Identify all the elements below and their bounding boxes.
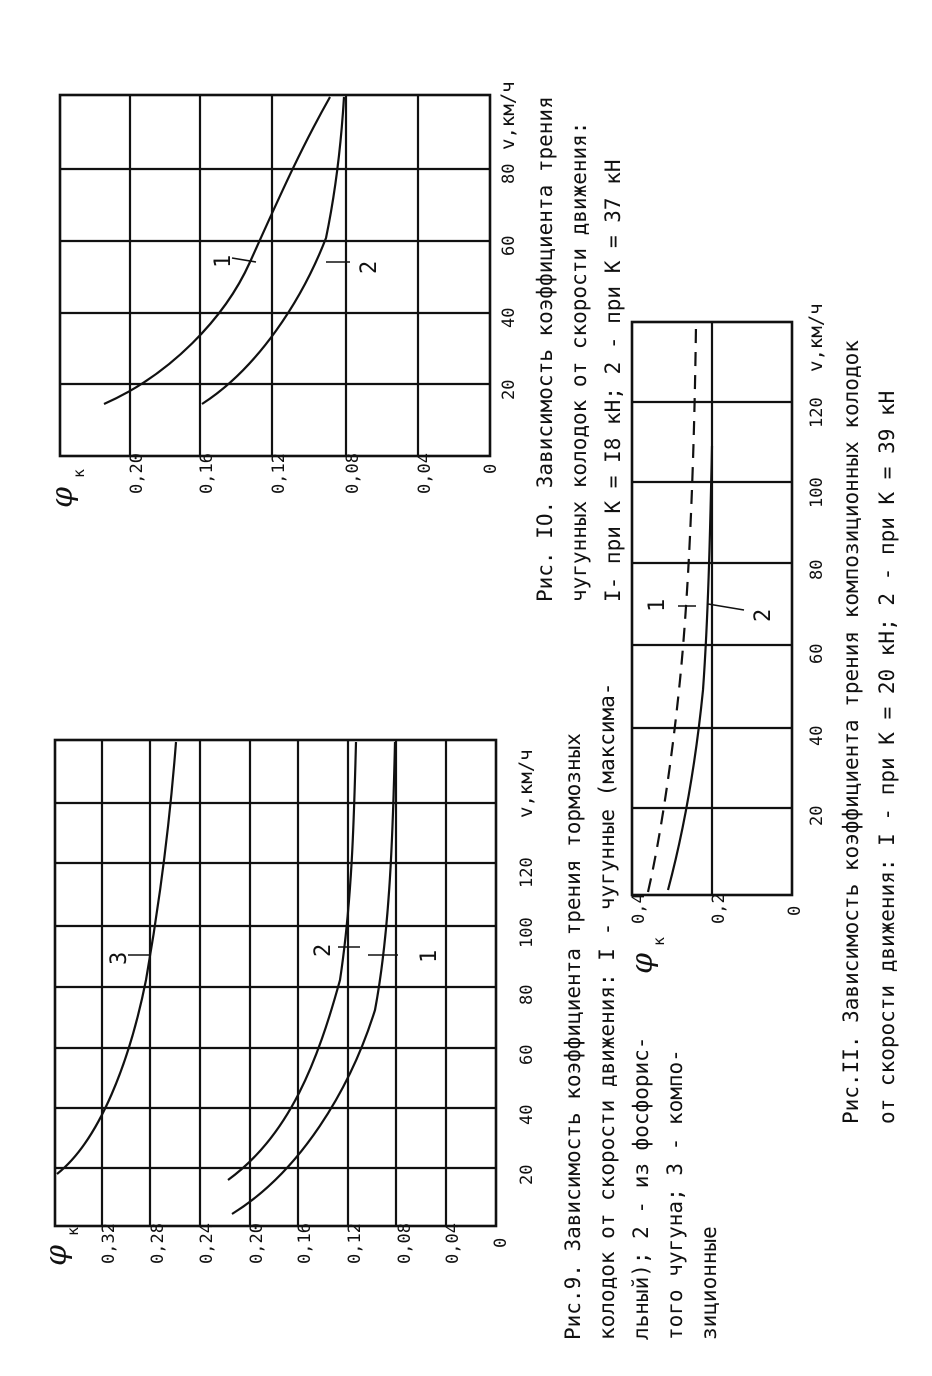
fig9-y-tick: 0,08 (395, 1223, 415, 1264)
fig9-y-symbol: φ (39, 1244, 74, 1266)
figure-9-y-ticks (99, 1223, 511, 1264)
fig9-y-tick: 0,04 (443, 1223, 463, 1264)
fig11-curve-label-1: 1 (645, 598, 670, 612)
fig11-x-tick: 60 (807, 643, 827, 664)
fig9-y-tick: 0,32 (99, 1223, 119, 1264)
figure-11-x-ticks (807, 397, 827, 826)
fig10-caption-line: чугунных колодок от скорости движения: (567, 121, 591, 602)
fig9-caption-line: зиционные (697, 1226, 721, 1340)
fig10-caption-line: Рис. IO. Зависимость коэффициента трения (533, 96, 557, 602)
fig9-y-tick: 0,12 (345, 1223, 365, 1264)
fig11-y-tick: 0,4 (629, 893, 649, 924)
fig10-x-tick: 40 (499, 307, 519, 328)
fig11-x-tick: 120 (807, 397, 827, 428)
fig11-y-subscript: к (650, 936, 668, 946)
fig9-x-tick: 100 (517, 917, 537, 948)
figure-10-y-ticks (127, 453, 501, 494)
fig10-y-tick: 0,04 (415, 453, 435, 494)
fig10-curve-label-1: 1 (211, 254, 236, 268)
figure-11-chart (625, 303, 899, 1124)
fig10-y-tick: 0,12 (269, 453, 289, 494)
fig11-curve-label-2: 2 (751, 608, 776, 622)
fig10-curve-label-2: 2 (357, 260, 382, 274)
fig11-y-tick: 0 (785, 905, 805, 916)
fig10-y-tick: 0,16 (197, 453, 217, 494)
fig10-x-tick: 60 (499, 235, 519, 256)
fig11-y-tick: 0,2 (709, 893, 729, 924)
fig9-y-tick: 0,24 (197, 1223, 217, 1264)
figure-9-chart (39, 683, 721, 1340)
fig11-caption-line: Рис.II. Зависимость коэффициента трения композиционных колодок (839, 340, 863, 1124)
fig9-y-tick: 0,28 (148, 1223, 168, 1264)
fig9-x-tick: 40 (517, 1104, 537, 1125)
fig9-caption-line: льный); 2 - из фосфорис- (629, 1036, 653, 1340)
fig9-curve-label-3: 3 (107, 951, 132, 965)
fig9-y-tick: 0,16 (295, 1223, 315, 1264)
fig10-x-tick: 80 (499, 163, 519, 184)
figure-10-grid (60, 95, 490, 456)
fig9-curve-label-1: 1 (417, 949, 442, 963)
figure-11-caption (839, 340, 899, 1124)
fig10-y-tick: 0,08 (343, 453, 363, 494)
fig11-curve-2 (668, 446, 712, 890)
fig9-x-axis-label: v,км/ч (515, 749, 537, 818)
fig11-x-tick: 100 (807, 477, 827, 508)
fig11-x-tick: 20 (807, 805, 827, 826)
fig11-x-axis-label: v,км/ч (805, 303, 827, 372)
fig9-caption-line: того чугуна; 3 - компо- (663, 1049, 687, 1340)
fig9-y-tick: 0,20 (247, 1223, 267, 1264)
fig9-x-tick: 60 (517, 1044, 537, 1065)
fig9-y-tick: 0 (491, 1237, 511, 1248)
fig9-curve-2 (228, 742, 356, 1180)
fig10-caption-line: I- при К = I8 кН; 2 - при К = 37 кН (601, 159, 625, 602)
fig10-y-symbol: φ (45, 486, 80, 508)
fig9-x-tick: 20 (517, 1164, 537, 1185)
fig11-leader-2 (708, 604, 744, 610)
fig10-curve-1 (104, 97, 330, 404)
fig11-y-symbol: φ (625, 952, 660, 974)
figure-9-x-ticks (517, 857, 537, 1185)
figure-11-y-ticks (629, 893, 805, 924)
figure-9-caption (561, 683, 721, 1340)
fig9-x-tick: 120 (517, 857, 537, 888)
fig9-curve-1 (232, 742, 395, 1214)
fig10-y-tick: 0,20 (127, 453, 147, 494)
figure-10-caption (533, 96, 625, 602)
fig9-caption-line: колодок от скорости движения: I - чугунные (максима- (595, 682, 619, 1340)
figure-9-grid (55, 740, 496, 1226)
fig10-y-subscript: к (70, 468, 88, 478)
fig11-caption-line: от скорости движения: I - при К = 20 кН; 2 - при К = 39 кН (875, 390, 899, 1124)
fig11-x-tick: 40 (807, 725, 827, 746)
fig9-y-subscript: к (64, 1226, 82, 1236)
fig9-caption-line: Рис.9. Зависимость коэффициента трения тормозных (561, 733, 585, 1340)
figure-10-chart (45, 81, 625, 602)
fig9-curve-label-2: 2 (311, 943, 336, 957)
fig10-x-tick: 20 (499, 379, 519, 400)
fig9-x-tick: 80 (517, 984, 537, 1005)
fig10-x-axis-label: v,км/ч (497, 81, 519, 150)
fig10-y-tick: 0 (481, 463, 501, 474)
fig11-x-tick: 80 (807, 559, 827, 580)
figure-10-x-ticks (499, 164, 519, 400)
